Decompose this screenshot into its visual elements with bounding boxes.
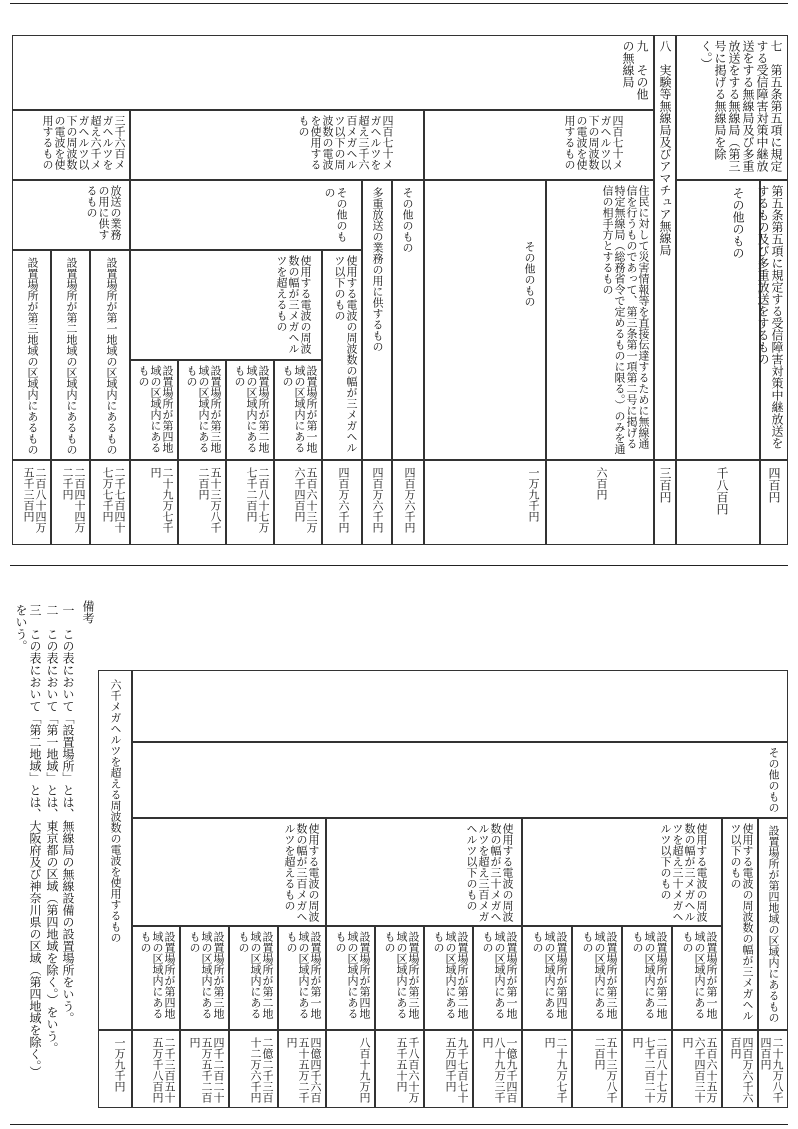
row9-a-other-fee: 一万九千円 <box>424 460 546 545</box>
bottom-g2-cell-1: 設置場所が第一地域の区域内にあるもの <box>473 926 522 1030</box>
row9-b-cell-1: 設置場所が第一地域の区域内にあるもの <box>274 360 322 460</box>
bottom-top-blank <box>132 670 788 742</box>
bottom-band-fee: 一万九千円 <box>98 1030 132 1108</box>
bottom-g3-cell-1: 設置場所が第一地域の区域内にあるもの <box>278 926 326 1030</box>
row9-band-a: 四百七十メガヘルツ以下の周波数の電波を使用するもの <box>424 110 654 180</box>
note-3: 三 この表において「第二地域」とは、大阪府及び神奈川県の区域（第四地域を除く。）をいう。 <box>14 604 42 1072</box>
bottom-g1-fee-4: 二十九万七千円 <box>522 1030 572 1108</box>
bottom-other: その他のもの <box>132 742 788 818</box>
bottom-g3-cell-4: 設置場所が第四地域の区域内にあるもの <box>132 926 180 1030</box>
bottom-rule <box>10 1124 788 1125</box>
row9-b-use-fee: 四百万六千円 <box>322 460 362 545</box>
row9-b-cell-4: 設置場所が第四地域の区域内にあるもの <box>130 360 178 460</box>
row7-label: 七 第五条第五項に規定する受信障害対策中継放送をする無線局及び多重放送をする無線局（第三号に掲げる無線局を除く。） <box>699 40 783 172</box>
row9-c-cell-2: 設置場所が第二地域の区域内にあるもの <box>51 250 90 460</box>
bottom-g2-head: 使用する電波の周波数の幅が三十メガヘルツを超え三百メガヘルツ以下のもの <box>326 818 522 926</box>
row9-b-cell-2: 設置場所が第二地域の区域内にあるもの <box>226 360 274 460</box>
row7-header <box>676 35 788 180</box>
bottom-r4: 設置場所が第四地域の区域内にあるもの <box>758 818 788 1030</box>
row9-a-disaster-fee: 六百円 <box>546 460 654 545</box>
bottom-g3-fee-2: 二億二千三百十二万六千円 <box>229 1030 278 1108</box>
bottom-g1-cell-4: 設置場所が第四地域の区域内にあるもの <box>522 926 572 1030</box>
bottom-g3-head: 使用する電波の周波数の幅が三百メガヘルツを超えるもの <box>132 818 326 926</box>
bottom-g3-fee-1: 四億四千六百五十五万二千円 <box>278 1030 326 1108</box>
row9-b-other-fourlines: その他のもの <box>392 180 424 460</box>
note-1: 一 この表において「設置場所」とは、無線局の無線設備の設置場所をいう。 <box>61 604 75 1024</box>
bottom-g3-cell-3: 設置場所が第三地域の区域内にあるもの <box>180 926 229 1030</box>
bottom-g3-fee-3: 四千二百二十五万五千二百円 <box>180 1030 229 1108</box>
row9-c-broadcast: 放送の業務の用に供するもの <box>12 180 130 250</box>
bottom-g2-fee-3: 千八百六十万五千五十円 <box>375 1030 424 1108</box>
bottom-g1-fee-2: 二百八十七万七千二百二十円 <box>622 1030 672 1108</box>
bottom-r4-fee: 二十九万八千四百円 <box>758 1030 788 1108</box>
row7-other: その他のもの <box>676 180 760 460</box>
bottom-g1-head: 使用する電波の周波数の幅が三メガヘルツを超え三十メガヘルツ以下のもの <box>522 818 722 926</box>
row9-c-cell-1: 設置場所が第一地域の区域内にあるもの <box>90 250 130 460</box>
bottom-g2-fee-4: 八百十九万円 <box>326 1030 375 1108</box>
row7-sub-fee: 四百円 <box>760 460 788 545</box>
row9-b-other-fourlines-fee: 四百万六千円 <box>392 460 424 545</box>
row9-c-fee-3: 二百八十四万五千三百円 <box>12 460 51 545</box>
row9-b-fee-1: 五百六十三万六千四百円 <box>274 460 322 545</box>
bottom-use3: 使用する電波の周波数の幅が三メガヘルツ以下のもの <box>722 818 758 1030</box>
row9-c-cell-3: 設置場所が第三地域の区域内にあるもの <box>12 250 51 460</box>
bottom-g1-fee-1: 五百六十五万六千四百三十円 <box>672 1030 722 1108</box>
row8-header: 八 実験等無線局及びアマチュア無線局 <box>654 35 676 460</box>
row9-b-over: 使用する電波の周波数の幅が三メガヘルツを超えるもの <box>130 250 322 360</box>
row9-band-c: 三千六百メガヘルツを超え六千メガヘルツ以下の周波数の電波を使用するもの <box>12 110 130 180</box>
row9-band-b: 四百七十メガヘルツを超え三千六百メガヘルツ以下の周波数の電波を使用するもの <box>130 110 424 180</box>
row9-b-cell-3: 設置場所が第三地域の区域内にあるもの <box>178 360 226 460</box>
row9-a-disaster: 住民に対して災害情報等を直接伝達するために無線通信を行うものであって、第三条第一項第二号に掲げる特定無線局（総務省令で定めるものに限る。）のみを通信の相手方とするもの <box>546 180 654 460</box>
row9-b-other: その他のもの <box>130 180 362 250</box>
bottom-band: 六千メガヘルツを超える周波数の電波を使用するもの <box>98 670 132 1030</box>
bottom-g1-fee-3: 五十三万八千二百円 <box>572 1030 622 1108</box>
row9-header: 九 その他の無線局 <box>12 35 654 110</box>
row9-b-fee-3: 五十三万八千二百円 <box>178 460 226 545</box>
bottom-g2-fee-1: 一億九千四百八十九万三千円 <box>473 1030 522 1108</box>
row9-b-fee-4: 二十九万七千円 <box>130 460 178 545</box>
bottom-g1-cell-2: 設置場所が第二地域の区域内にあるもの <box>622 926 672 1030</box>
top-rule <box>10 3 788 4</box>
notes-heading: 備考 <box>81 600 95 624</box>
row9-b-fee-2: 二百八十七万七千二百円 <box>226 460 274 545</box>
mid-rule <box>10 565 788 566</box>
row9-b-use: 使用する電波の周波数の幅が三メガヘルツ以下のもの <box>322 250 362 460</box>
row9-b-mux: 多重放送の業務の用に供するもの <box>362 180 392 460</box>
bottom-g3-cell-2: 設置場所が第二地域の区域内にあるもの <box>229 926 278 1030</box>
bottom-g1-cell-1: 設置場所が第一地域の区域内にあるもの <box>672 926 722 1030</box>
note-2: 二 この表において「第一地域」とは、東京都の区域（第四地域を除く。）をいう。 <box>45 604 59 1054</box>
row7-other-fee: 千八百円 <box>676 460 760 545</box>
bottom-use3-fee: 四百万六千六百円 <box>722 1030 758 1108</box>
bottom-g1-cell-3: 設置場所が第三地域の区域内にあるもの <box>572 926 622 1030</box>
row7-sub: 第五条第五項に規定する受信障害対策中継放送をするもの及び多重放送をするもの <box>760 180 788 460</box>
row8-fee: 三百円 <box>654 460 676 545</box>
bottom-g2-cell-4: 設置場所が第四地域の区域内にあるもの <box>326 926 375 1030</box>
bottom-g3-fee-4: 二千三百五十五万千八百円 <box>132 1030 180 1108</box>
row9-c-fee-1: 二千七百四十七万七千円 <box>90 460 130 545</box>
row9-a-other: その他のもの <box>424 180 546 460</box>
row9-b-mux-fee: 四百万六千円 <box>362 460 392 545</box>
bottom-g2-fee-2: 九千七百七十五万四千円 <box>424 1030 473 1108</box>
bottom-g2-cell-2: 設置場所が第二地域の区域内にあるもの <box>424 926 473 1030</box>
bottom-g2-cell-3: 設置場所が第三地域の区域内にあるもの <box>375 926 424 1030</box>
row9-c-fee-2: 二百四十四万二千円 <box>51 460 90 545</box>
